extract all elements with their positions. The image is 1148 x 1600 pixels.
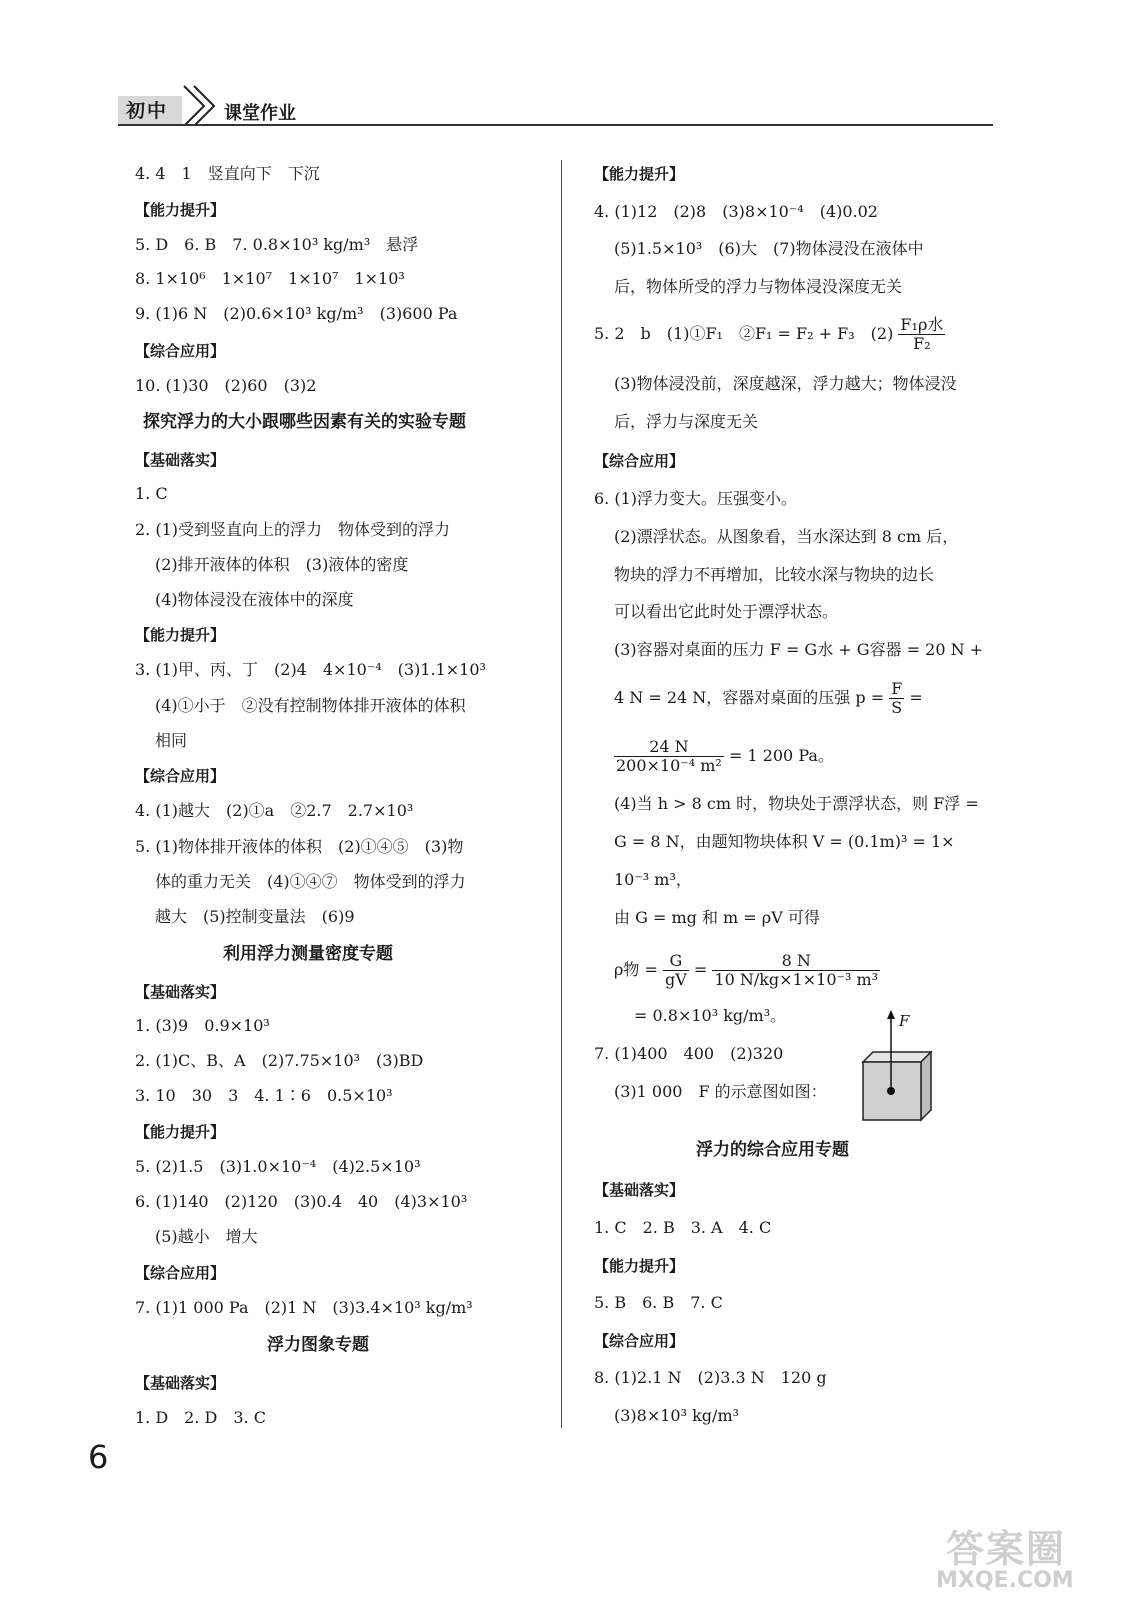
answer-line: 4. 4 1 竖直向下 下沉: [135, 164, 320, 183]
answer-line: G = 8 N，由题知物块体积 V = (0.1m)³ = 1×: [614, 832, 955, 851]
answer-line: (2)排开液体的体积 (3)液体的密度: [155, 555, 409, 574]
fraction: [889, 680, 904, 717]
fraction-denominator: 200×10⁻⁴ m²: [616, 756, 722, 775]
page-number: 6: [88, 1438, 109, 1476]
answer-line: 2. (1)C、B、A (2)7.75×10³ (3)BD: [135, 1051, 424, 1070]
answer-line: 4. (1)越大 (2)①a ②2.7 2.7×10³: [135, 801, 414, 820]
topic-title: 探究浮力的大小跟哪些因素有关的实验专题: [143, 412, 466, 432]
answer-line: 6. (1)浮力变大。压强变小。: [594, 489, 798, 508]
watermark-url: MXQE.COM: [936, 1568, 1074, 1593]
answer-line: 可以看出它此时处于漂浮状态。: [614, 602, 839, 621]
fraction-numerator: 8 N: [712, 952, 880, 971]
header-title: 课堂作业: [224, 103, 296, 124]
answer-line: 3. 10 30 3 4. 1∶6 0.5×10³: [135, 1086, 393, 1105]
fraction: [614, 738, 724, 775]
answer-text: 4 N = 24 N，容器对桌面的压强 p =: [614, 688, 885, 707]
section-heading: 【能力提升】: [135, 626, 226, 644]
answer-line: 1. (3)9 0.9×10³: [135, 1016, 270, 1035]
answer-line: 由 G = mg 和 m = ρV 可得: [614, 908, 820, 927]
topic-title: 浮力图象专题: [267, 1335, 369, 1355]
fraction-denominator: S: [891, 698, 903, 717]
section-heading: 【能力提升】: [594, 165, 685, 183]
answer-line: [614, 680, 923, 717]
answer-line: 3. (1)甲、丙、丁 (2)4 4×10⁻⁴ (3)1.1×10³: [135, 660, 486, 679]
answer-line: 5. (2)1.5 (3)1.0×10⁻⁴ (4)2.5×10³: [135, 1157, 421, 1176]
fraction-numerator: F₁ρ水: [900, 315, 944, 334]
answer-line: 后，物体所受的浮力与物体浸没深度无关: [614, 277, 903, 296]
fraction: [663, 952, 689, 989]
answer-line: [594, 316, 945, 353]
answer-line: (5)越小 增大: [155, 1227, 258, 1246]
answer-line: 2. (1)受到竖直向上的浮力 物体受到的浮力: [135, 520, 451, 539]
fraction: [712, 952, 880, 989]
page-header: [118, 82, 993, 126]
section-heading: 【能力提升】: [594, 1257, 685, 1275]
answer-line: 6. (1)140 (2)120 (3)0.4 40 (4)3×10³: [135, 1192, 468, 1211]
answer-line: 体的重力无关 (4)①④⑦ 物体受到的浮力: [155, 872, 466, 891]
section-heading: 【基础落实】: [135, 1374, 226, 1392]
chevron-icon: [178, 82, 218, 126]
answer-text: =: [693, 960, 708, 979]
answer-line: 5. D 6. B 7. 0.8×10³ kg/m³ 悬浮: [135, 235, 419, 254]
answer-line: 5. B 6. B 7. C: [594, 1293, 723, 1312]
answer-line: (4)当 h > 8 cm 时，物块处于漂浮状态，则 F浮 =: [614, 794, 979, 813]
answer-line: (3)物体浸没前，深度越深，浮力越大；物体浸没: [614, 374, 957, 393]
section-heading: 【综合应用】: [135, 1264, 226, 1282]
section-heading: 【基础落实】: [135, 983, 226, 1001]
answer-line: (2)漂浮状态。从图象看，当水深达到 8 cm 后，: [614, 527, 959, 546]
buoyancy-force-diagram: [855, 1010, 945, 1130]
answer-line: 9. (1)6 N (2)0.6×10³ kg/m³ (3)600 Pa: [135, 304, 458, 323]
section-heading: 【综合应用】: [594, 1332, 685, 1350]
answer-line: 7. (1)1 000 Pa (2)1 N (3)3.4×10³ kg/m³: [135, 1298, 473, 1317]
fraction-denominator: 10 N/kg×1×10⁻³ m³: [714, 970, 879, 989]
section-heading: 【基础落实】: [135, 451, 226, 469]
header-rule: [118, 124, 993, 126]
header-tab: 初中: [118, 96, 182, 126]
answer-line: = 0.8×10³ kg/m³。: [634, 1006, 787, 1025]
answer-line: (3)8×10³ kg/m³: [614, 1406, 740, 1425]
answer-line: 1. C 2. B 3. A 4. C: [594, 1218, 772, 1237]
section-heading: 【综合应用】: [135, 767, 226, 785]
answer-line: [614, 738, 834, 775]
fraction-denominator: F₂: [913, 334, 931, 353]
fraction: [898, 316, 945, 353]
answer-line: 相同: [155, 731, 188, 750]
answer-text: ρ物 =: [614, 960, 658, 979]
answer-line: 物块的浮力不再增加，比较水深与物块的边长: [614, 565, 935, 584]
answer-line: 10. (1)30 (2)60 (3)2: [135, 376, 317, 395]
answer-line: (4)物体浸没在液体中的深度: [155, 590, 354, 609]
answer-line: 1. D 2. D 3. C: [135, 1408, 266, 1427]
answer-line: 5. (1)物体排开液体的体积 (2)①④⑤ (3)物: [135, 837, 464, 856]
answer-text: =: [909, 688, 923, 707]
force-label: F: [899, 1012, 910, 1030]
answer-line: 8. (1)2.1 N (2)3.3 N 120 g: [594, 1368, 827, 1387]
answer-line: (4)①小于 ②没有控制物体排开液体的体积: [155, 696, 466, 715]
answer-line: (3)容器对桌面的压力 F = G水 + G容器 = 20 N +: [614, 640, 984, 659]
section-heading: 【综合应用】: [594, 452, 685, 470]
watermark-text: 答案圈: [946, 1527, 1067, 1571]
section-heading: 【综合应用】: [135, 342, 226, 360]
topic-title: 利用浮力测量密度专题: [223, 944, 393, 964]
fraction-numerator: G: [663, 952, 689, 971]
answer-line: 1. C: [135, 484, 168, 503]
answer-text: = 1 200 Pa。: [728, 746, 834, 765]
column-divider: [561, 160, 562, 1428]
answer-line: 后，浮力与深度无关: [614, 412, 759, 431]
fraction-denominator: gV: [665, 970, 687, 989]
section-heading: 【能力提升】: [135, 1123, 226, 1141]
topic-title: 浮力的综合应用专题: [696, 1140, 849, 1160]
answer-line: 7. (1)400 400 (2)320: [594, 1044, 784, 1063]
answer-line: 10⁻³ m³，: [614, 870, 692, 889]
watermark-logo: [936, 1518, 1136, 1596]
fraction-numerator: 24 N: [614, 738, 724, 757]
answer-line: (3)1 000 F 的示意图如图：: [614, 1082, 827, 1101]
answer-line: 8. 1×10⁶ 1×10⁷ 1×10⁷ 1×10³: [135, 269, 405, 288]
answer-line: (5)1.5×10³ (6)大 (7)物体浸没在液体中: [614, 239, 924, 258]
answer-line: 4. (1)12 (2)8 (3)8×10⁻⁴ (4)0.02: [594, 202, 878, 221]
fraction-numerator: F: [891, 679, 903, 698]
section-heading: 【能力提升】: [135, 201, 226, 219]
section-heading: 【基础落实】: [594, 1181, 685, 1199]
answer-line: [614, 952, 880, 989]
answer-text: 5. 2 b (1)①F₁ ②F₁ = F₂ + F₃ (2): [594, 324, 894, 343]
answer-line: 越大 (5)控制变量法 (6)9: [155, 907, 355, 926]
